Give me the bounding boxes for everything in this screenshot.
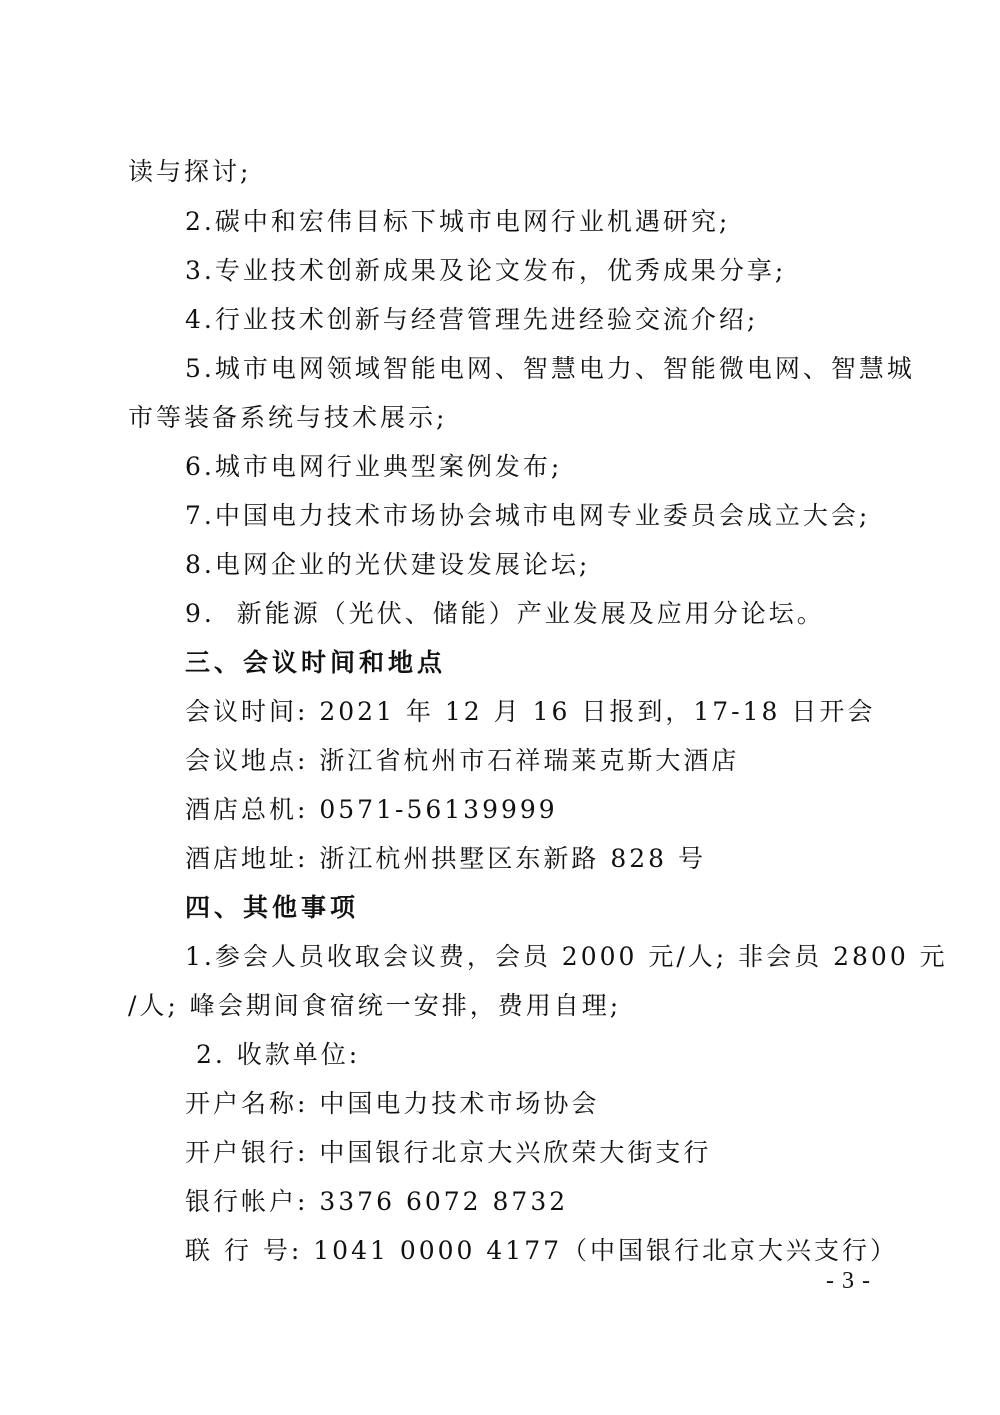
meeting-time-line: 会议时间: 2021 年 12 月 16 日报到，17-18 日开会 (185, 697, 876, 726)
list-item: 4.行业技术创新与经营管理先进经验交流介绍; (185, 305, 759, 334)
fee-line: 1.参会人员收取会议费，会员 2000 元/人; 非会员 2800 元 (185, 942, 948, 971)
fee-line-continued: /人; 峰会期间食宿统一安排，费用自理; (128, 991, 622, 1020)
text-line: 市等装备系统与技术展示; (128, 403, 448, 432)
list-item: 5.城市电网领域智能电网、智慧电力、智能微电网、智慧城 (185, 354, 915, 383)
list-item: 9. 新能源（光伏、储能）产业发展及应用分论坛。 (185, 599, 825, 628)
list-item: 8.电网企业的光伏建设发展论坛; (185, 550, 591, 579)
text-line: 读与探讨; (128, 157, 252, 186)
meeting-location-line: 会议地点: 浙江省杭州市石祥瑞莱克斯大酒店 (185, 746, 740, 775)
account-number-line: 银行帐户: 3376 6072 8732 (185, 1187, 569, 1216)
hotel-address-line: 酒店地址: 浙江杭州拱墅区东新路 828 号 (185, 844, 706, 873)
section-heading: 三、会议时间和地点 (185, 648, 447, 677)
payee-heading: 2. 收款单位: (185, 1040, 361, 1069)
page-number: - 3 - (826, 1268, 871, 1294)
hotel-phone-line: 酒店总机: 0571-56139999 (185, 795, 558, 824)
list-item: 3.专业技术创新成果及论文发布，优秀成果分享; (185, 256, 787, 285)
list-item: 7.中国电力技术市场协会城市电网专业委员会成立大会; (185, 501, 871, 530)
list-item: 2.碳中和宏伟目标下城市电网行业机遇研究; (185, 207, 731, 236)
list-item: 6.城市电网行业典型案例发布; (185, 452, 563, 481)
account-name-line: 开户名称: 中国电力技术市场协会 (185, 1089, 600, 1118)
section-heading: 四、其他事项 (185, 893, 360, 922)
bank-code-line: 联 行 号: 1041 0000 4177（中国银行北京大兴支行） (185, 1236, 899, 1265)
bank-line: 开户银行: 中国银行北京大兴欣荣大街支行 (185, 1138, 712, 1167)
